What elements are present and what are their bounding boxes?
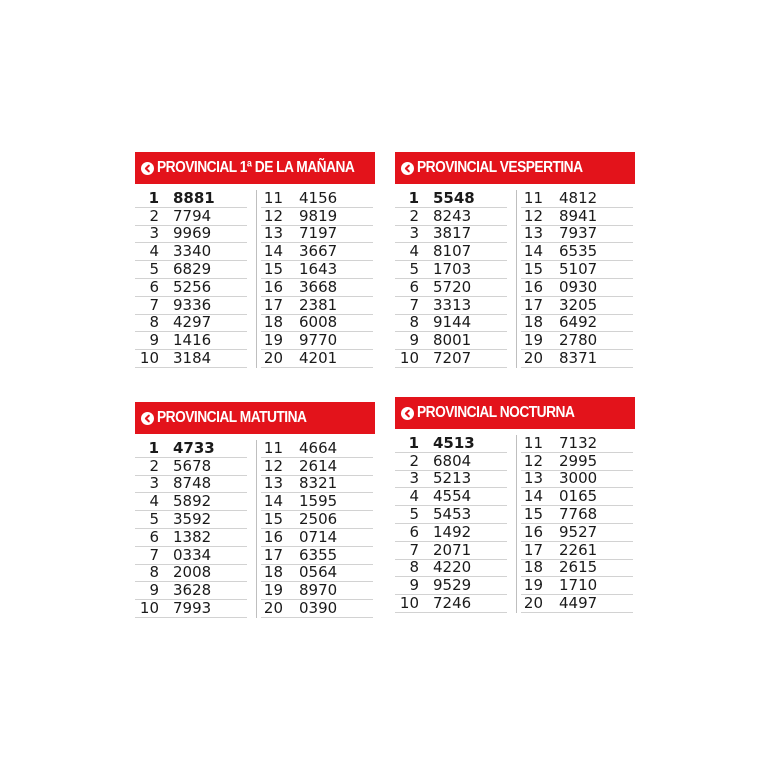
position-number: 7	[149, 545, 159, 564]
position-number: 15	[523, 259, 543, 278]
result-row	[135, 261, 247, 279]
position-number: 1	[408, 433, 419, 452]
drawn-number: 7246	[433, 593, 472, 612]
drawn-number: 7993	[173, 598, 212, 617]
position-number: 20	[523, 348, 543, 367]
position-number: 18	[263, 313, 283, 332]
position-number: 12	[523, 206, 543, 225]
drawn-number: 2071	[433, 540, 472, 559]
drawn-number: 3628	[173, 581, 212, 600]
result-row	[395, 595, 507, 613]
drawn-number: 3592	[173, 509, 212, 528]
results-table	[135, 440, 375, 620]
drawn-number: 1416	[173, 331, 212, 350]
result-row	[395, 315, 507, 333]
result-row	[261, 332, 373, 350]
drawn-number: 8748	[173, 474, 212, 493]
position-number: 10	[139, 598, 159, 617]
result-row	[395, 488, 507, 506]
position-number: 16	[523, 277, 543, 296]
position-number: 18	[523, 313, 543, 332]
results-column-right	[521, 190, 633, 368]
drawn-number: 2381	[299, 295, 338, 314]
drawn-number: 5892	[173, 492, 212, 511]
position-number: 4	[409, 242, 419, 261]
position-number: 14	[263, 492, 283, 511]
arrow-left-circle-icon	[401, 407, 414, 420]
drawn-number: 0390	[299, 598, 338, 617]
result-row	[521, 279, 633, 297]
drawn-number: 5256	[173, 277, 212, 296]
result-row	[261, 190, 373, 208]
drawn-number: 4156	[299, 188, 338, 207]
drawn-number: 5548	[433, 188, 475, 207]
result-row	[135, 190, 247, 208]
result-row	[135, 582, 247, 600]
result-row	[521, 261, 633, 279]
position-number: 13	[263, 474, 283, 493]
drawn-number: 4513	[433, 433, 475, 452]
result-row	[135, 511, 247, 529]
result-row	[395, 350, 507, 368]
position-number: 15	[263, 259, 283, 278]
arrow-left-circle-icon	[141, 412, 154, 425]
result-row	[521, 190, 633, 208]
drawn-number: 8243	[433, 206, 472, 225]
results-column-right	[261, 440, 373, 618]
result-row	[135, 476, 247, 494]
position-number: 13	[263, 224, 283, 243]
drawn-number: 3184	[173, 348, 212, 367]
position-number: 5	[149, 509, 159, 528]
results-column-left	[395, 190, 507, 368]
result-row	[261, 297, 373, 315]
result-row	[395, 190, 507, 208]
position-number: 6	[409, 522, 419, 541]
drawn-number: 4733	[173, 438, 215, 457]
drawn-number: 7794	[173, 206, 212, 225]
drawn-number: 9819	[299, 206, 338, 225]
position-number: 13	[523, 224, 543, 243]
result-row	[135, 315, 247, 333]
drawn-number: 5720	[433, 277, 472, 296]
drawn-number: 7768	[559, 504, 598, 523]
result-row	[521, 488, 633, 506]
result-row	[135, 243, 247, 261]
position-number: 18	[523, 558, 543, 577]
result-row	[135, 547, 247, 565]
panel-title: PROVINCIAL VESPERTINA	[417, 159, 583, 176]
position-number: 15	[523, 504, 543, 523]
position-number: 19	[263, 581, 283, 600]
position-number: 9	[409, 331, 419, 350]
position-number: 16	[263, 527, 283, 546]
result-row	[261, 261, 373, 279]
column-divider	[256, 190, 257, 368]
drawn-number: 5107	[559, 259, 598, 278]
drawn-number: 4220	[433, 558, 472, 577]
drawn-number: 3340	[173, 242, 212, 261]
panel-nocturna	[395, 397, 635, 615]
result-row	[261, 315, 373, 333]
drawn-number: 6829	[173, 259, 212, 278]
result-row	[395, 226, 507, 244]
results-column-left	[395, 435, 507, 613]
drawn-number: 3817	[433, 224, 472, 243]
position-number: 11	[523, 433, 543, 452]
drawn-number: 2615	[559, 558, 598, 577]
position-number: 12	[523, 451, 543, 470]
panel-header	[135, 152, 375, 184]
result-row	[395, 577, 507, 595]
result-row	[261, 243, 373, 261]
drawn-number: 0334	[173, 545, 212, 564]
position-number: 3	[409, 469, 419, 488]
drawn-number: 3668	[299, 277, 338, 296]
position-number: 16	[523, 522, 543, 541]
result-row	[135, 350, 247, 368]
position-number: 11	[263, 438, 283, 457]
drawn-number: 7197	[299, 224, 338, 243]
position-number: 17	[523, 540, 543, 559]
position-number: 4	[149, 242, 159, 261]
position-number: 11	[263, 188, 283, 207]
result-row	[521, 542, 633, 560]
panel-matutina	[135, 402, 375, 620]
drawn-number: 1382	[173, 527, 212, 546]
drawn-number: 4297	[173, 313, 212, 332]
drawn-number: 0165	[559, 487, 598, 506]
result-row	[135, 440, 247, 458]
result-row	[395, 453, 507, 471]
drawn-number: 1492	[433, 522, 472, 541]
drawn-number: 7207	[433, 348, 472, 367]
position-number: 5	[409, 259, 419, 278]
position-number: 7	[409, 540, 419, 559]
drawn-number: 1703	[433, 259, 472, 278]
result-row	[135, 529, 247, 547]
drawn-number: 4201	[299, 348, 338, 367]
position-number: 8	[149, 313, 159, 332]
result-row	[395, 243, 507, 261]
panel-header	[395, 152, 635, 184]
position-number: 14	[263, 242, 283, 261]
position-number: 13	[523, 469, 543, 488]
position-number: 4	[149, 492, 159, 511]
drawn-number: 9529	[433, 576, 472, 595]
position-number: 1	[408, 188, 419, 207]
result-row	[261, 476, 373, 494]
result-row	[261, 440, 373, 458]
position-number: 8	[409, 313, 419, 332]
drawn-number: 8970	[299, 581, 338, 600]
result-row	[135, 279, 247, 297]
result-row	[395, 506, 507, 524]
result-row	[521, 243, 633, 261]
drawn-number: 1710	[559, 576, 598, 595]
result-row	[135, 600, 247, 618]
results-column-left	[135, 440, 247, 618]
drawn-number: 4664	[299, 438, 338, 457]
result-row	[395, 542, 507, 560]
position-number: 14	[523, 487, 543, 506]
result-row	[135, 297, 247, 315]
position-number: 2	[409, 206, 419, 225]
column-divider	[516, 190, 517, 368]
panel-header	[395, 397, 635, 429]
position-number: 9	[149, 331, 159, 350]
result-row	[261, 458, 373, 476]
position-number: 14	[523, 242, 543, 261]
result-row	[521, 577, 633, 595]
position-number: 3	[149, 224, 159, 243]
drawn-number: 9527	[559, 522, 598, 541]
result-row	[135, 458, 247, 476]
drawn-number: 9969	[173, 224, 212, 243]
drawn-number: 3313	[433, 295, 472, 314]
result-row	[135, 332, 247, 350]
result-row	[521, 226, 633, 244]
results-column-left	[135, 190, 247, 368]
result-row	[521, 297, 633, 315]
position-number: 6	[149, 527, 159, 546]
drawn-number: 8001	[433, 331, 472, 350]
result-row	[521, 524, 633, 542]
position-number: 12	[263, 206, 283, 225]
drawn-number: 6804	[433, 451, 472, 470]
drawn-number: 0930	[559, 277, 598, 296]
result-row	[521, 560, 633, 578]
drawn-number: 9336	[173, 295, 212, 314]
drawn-number: 5678	[173, 456, 212, 475]
drawn-number: 6492	[559, 313, 598, 332]
position-number: 17	[523, 295, 543, 314]
position-number: 19	[523, 576, 543, 595]
result-row	[395, 471, 507, 489]
position-number: 4	[409, 487, 419, 506]
drawn-number: 9144	[433, 313, 472, 332]
drawn-number: 4497	[559, 593, 598, 612]
result-row	[521, 208, 633, 226]
drawn-number: 6535	[559, 242, 598, 261]
result-row	[135, 208, 247, 226]
result-row	[261, 226, 373, 244]
result-row	[261, 565, 373, 583]
position-number: 8	[149, 563, 159, 582]
column-divider	[256, 440, 257, 618]
result-row	[521, 435, 633, 453]
position-number: 3	[409, 224, 419, 243]
position-number: 15	[263, 509, 283, 528]
position-number: 9	[149, 581, 159, 600]
result-row	[521, 350, 633, 368]
drawn-number: 8371	[559, 348, 598, 367]
position-number: 11	[523, 188, 543, 207]
drawn-number: 3667	[299, 242, 338, 261]
results-table	[395, 190, 635, 370]
arrow-left-circle-icon	[401, 162, 414, 175]
position-number: 19	[263, 331, 283, 350]
position-number: 2	[149, 456, 159, 475]
result-row	[521, 315, 633, 333]
drawn-number: 8321	[299, 474, 338, 493]
result-row	[261, 350, 373, 368]
result-row	[395, 524, 507, 542]
position-number: 17	[263, 295, 283, 314]
drawn-number: 4554	[433, 487, 472, 506]
position-number: 5	[409, 504, 419, 523]
panel-title: PROVINCIAL MATUTINA	[157, 409, 307, 426]
results-column-right	[521, 435, 633, 613]
position-number: 7	[409, 295, 419, 314]
panel-primera-manana	[135, 152, 375, 370]
position-number: 3	[149, 474, 159, 493]
arrow-left-circle-icon	[141, 162, 154, 175]
position-number: 16	[263, 277, 283, 296]
drawn-number: 6008	[299, 313, 338, 332]
result-row	[261, 547, 373, 565]
position-number: 1	[148, 438, 159, 457]
position-number: 5	[149, 259, 159, 278]
drawn-number: 2995	[559, 451, 598, 470]
drawn-number: 9770	[299, 331, 338, 350]
result-row	[521, 595, 633, 613]
result-row	[395, 435, 507, 453]
results-table	[135, 190, 375, 370]
position-number: 12	[263, 456, 283, 475]
result-row	[395, 332, 507, 350]
position-number: 7	[149, 295, 159, 314]
column-divider	[516, 435, 517, 613]
drawn-number: 2261	[559, 540, 598, 559]
drawn-number: 7132	[559, 433, 598, 452]
drawn-number: 6355	[299, 545, 338, 564]
position-number: 18	[263, 563, 283, 582]
position-number: 9	[409, 576, 419, 595]
drawn-number: 8107	[433, 242, 472, 261]
drawn-number: 4812	[559, 188, 598, 207]
drawn-number: 2506	[299, 509, 338, 528]
panel-title: PROVINCIAL NOCTURNA	[417, 404, 575, 421]
position-number: 8	[409, 558, 419, 577]
drawn-number: 8881	[173, 188, 215, 207]
result-row	[521, 453, 633, 471]
result-row	[521, 471, 633, 489]
drawn-number: 1595	[299, 492, 338, 511]
results-table	[395, 435, 635, 615]
results-column-right	[261, 190, 373, 368]
position-number: 10	[399, 348, 419, 367]
result-row	[261, 208, 373, 226]
result-row	[261, 600, 373, 618]
drawn-number: 2780	[559, 331, 598, 350]
drawn-number: 0714	[299, 527, 338, 546]
drawn-number: 7937	[559, 224, 598, 243]
drawn-number: 2614	[299, 456, 338, 475]
position-number: 10	[139, 348, 159, 367]
position-number: 2	[409, 451, 419, 470]
drawn-number: 5213	[433, 469, 472, 488]
drawn-number: 3000	[559, 469, 598, 488]
panel-header	[135, 402, 375, 434]
drawn-number: 2008	[173, 563, 212, 582]
drawn-number: 5453	[433, 504, 472, 523]
drawn-number: 8941	[559, 206, 598, 225]
result-row	[395, 297, 507, 315]
position-number: 2	[149, 206, 159, 225]
drawn-number: 1643	[299, 259, 338, 278]
result-row	[261, 529, 373, 547]
result-row	[135, 226, 247, 244]
result-row	[395, 560, 507, 578]
position-number: 20	[523, 593, 543, 612]
result-row	[395, 279, 507, 297]
position-number: 20	[263, 348, 283, 367]
position-number: 17	[263, 545, 283, 564]
result-row	[521, 506, 633, 524]
position-number: 19	[523, 331, 543, 350]
result-row	[135, 493, 247, 511]
result-row	[261, 582, 373, 600]
drawn-number: 3205	[559, 295, 598, 314]
panel-vespertina	[395, 152, 635, 370]
result-row	[261, 511, 373, 529]
drawn-number: 0564	[299, 563, 338, 582]
position-number: 10	[399, 593, 419, 612]
result-row	[135, 565, 247, 583]
result-row	[395, 261, 507, 279]
position-number: 1	[148, 188, 159, 207]
panel-title: PROVINCIAL 1ª DE LA MAÑANA	[157, 159, 355, 176]
position-number: 6	[149, 277, 159, 296]
result-row	[261, 493, 373, 511]
position-number: 6	[409, 277, 419, 296]
result-row	[261, 279, 373, 297]
result-row	[521, 332, 633, 350]
result-row	[395, 208, 507, 226]
position-number: 20	[263, 598, 283, 617]
